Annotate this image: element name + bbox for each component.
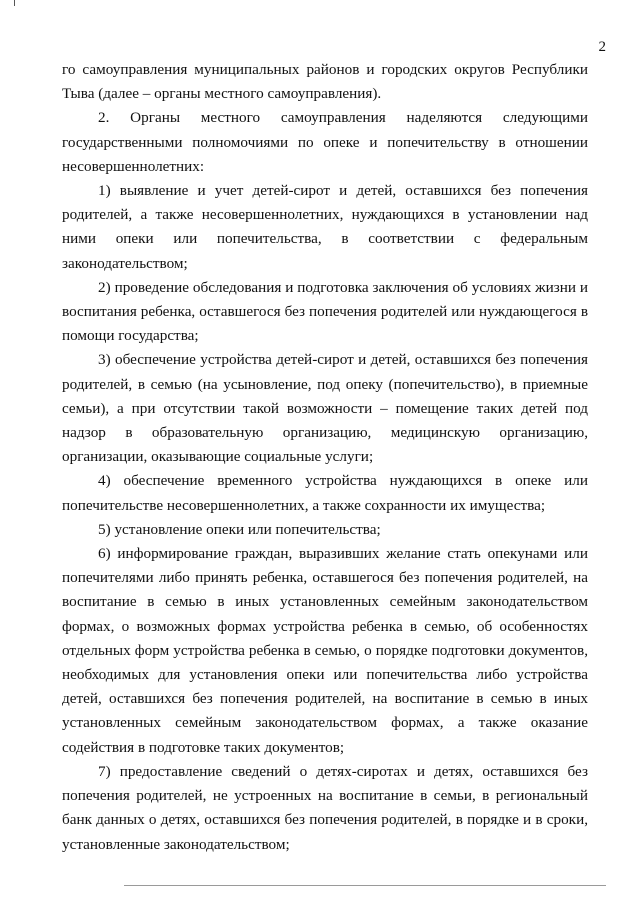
paragraph-continuation: го самоуправления муниципальных районов и городских округов Республики Тыва (далее – органы местного самоуправления). — [62, 61, 588, 103]
page-number: 2 — [598, 39, 606, 55]
document-body — [62, 58, 588, 857]
paragraph-subitem-4: 4) обеспечение временного устройства нуждающихся в опеке или попечительстве несовершеннолетних, а также сохранности их имущества; — [62, 472, 588, 514]
paragraph-subitem-7: 7) предоставление сведений о детях-сиротах и детях, оставшихся без попечения родителей, не устроенных на воспитание в семьи, в региональный банк данных о детях, оставшихся без попечения родителей, в порядке и в сроки, установленные законодательством; — [62, 762, 588, 853]
scan-corner-mark — [14, 0, 15, 6]
paragraph-subitem-3: 3) обеспечение устройства детей-сирот и детей, оставшихся без попечения родителей, в семью (на усыновление, под опеку (попечительство), в приемные семьи), а при отсутствии такой возможности – помещение таких детей под надзор в образовательную организацию, медицинскую организацию, организации, оказывающие социальные услуги; — [62, 351, 588, 466]
bottom-divider — [124, 885, 606, 886]
paragraph-subitem-2: 2) проведение обследования и подготовка заключения об условиях жизни и воспитания ребенка, оставшегося без попечения родителей или нуждающегося в помощи государства; — [62, 278, 588, 345]
paragraph-subitem-1: 1) выявление и учет детей-сирот и детей, оставшихся без попечения родителей, а также несовершеннолетних, нуждающихся в установлении над ними опеки или попечительства, в соответствии с федеральным законодательством; — [62, 182, 588, 272]
paragraph-subitem-5: 5) установление опеки или попечительства; — [98, 520, 381, 538]
paragraph-subitem-6: 6) информирование граждан, выразивших желание стать опекунами или попечителями либо принять ребенка, оставшегося без попечения родителей, на воспитание в семью в иных установленных семейным законодательством формах, о возможных формах устройства ребенка в семью, об особенностях отдельных форм устройства ребенка в семью, о порядке подготовки документов, необходимых для установления опеки или попечительства либо устройства детей, оставшихся без попечения родителей, на воспитание в семью в иных установленных семейным законодательством формах, а также оказание содействия в подготовке таких документов; — [62, 545, 588, 756]
paragraph-item-2-intro: 2. Органы местного самоуправления наделяются следующими государственными полномочиями по опеке и попечительству в отношении несовершеннолетних: — [62, 109, 588, 175]
